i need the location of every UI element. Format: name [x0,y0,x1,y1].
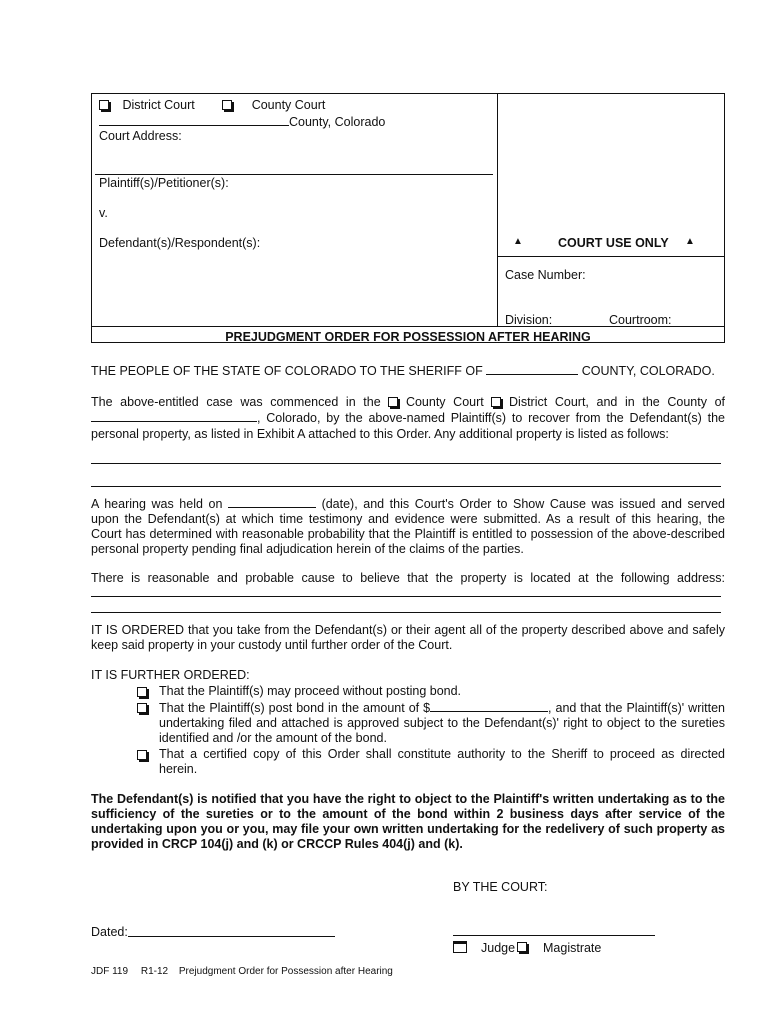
caption-divider [497,93,498,326]
judge-signature-line[interactable] [453,935,655,936]
notice-paragraph [91,792,725,852]
county-colorado-label: County, Colorado [289,115,386,129]
hearing-text-b: (date), and this Court's Order to Show Cause was issued and served [321,497,725,511]
further-ordered-heading: IT IS FURTHER ORDERED: [91,668,250,682]
case-number-label: Case Number: [505,268,586,282]
people-line-end: COUNTY, COLORADO. [581,364,715,378]
notice-line-4: provided in CRCP 104(j) and (k) or CRCCP Rules 404(j) and (k). [91,837,463,851]
court-type-row [99,98,325,112]
judge-label: Judge [481,941,516,955]
option-3-checkbox[interactable] [137,748,147,762]
commenced-county-field[interactable] [91,410,257,422]
magistrate-checkbox[interactable] [517,940,527,954]
address-line-1[interactable] [91,596,721,597]
commenced-line-2 [91,410,725,426]
commenced-county-label: County Court [405,395,484,409]
option-2-line-2: undertaking filed and attached is approved subject to the Defendant(s)' right to object to the sureties [159,716,725,730]
division-label: Division: [505,313,553,327]
county-name-field[interactable] [99,114,289,126]
option-2-line-3: identified and /or the amount of the bond. [159,731,387,745]
page-title: PREJUDGMENT ORDER FOR POSSESSION AFTER HEARING [225,330,591,344]
option-2-text-b: , and that the Plaintiff(s)' written [548,701,725,715]
commenced-line-1 [91,394,725,410]
court-use-only-label: COURT USE ONLY [558,236,669,250]
option-1-checkbox[interactable] [137,685,147,699]
court-address-label: Court Address: [99,129,182,143]
option-3-text [159,747,725,777]
caption-box [91,93,725,343]
dated-field[interactable] [128,936,335,937]
court-use-divider [497,256,725,257]
additional-property-line-2[interactable] [91,486,721,487]
up-arrow-icon: ▲ [685,236,695,247]
option-2-line-1 [159,700,725,716]
notice-line-1: The Defendant(s) is notified that you have the right to object to the Plaintiff's written undertaking as to the [91,792,725,806]
notice-line-3: undertaking upon you or you, may file your own written undertaking for the redelivery of such property as [91,822,725,836]
ordered-line-2: keep said property in your custody until further order of the Court. [91,638,453,652]
notice-line-2: sufficiency of the sureties or to the amount of the bond within 2 business days after service of the [91,807,725,821]
address-line-2[interactable] [91,612,721,613]
courtroom-label: Courtroom: [609,313,672,327]
commenced-text: The above-entitled case was commenced in the [91,395,381,409]
dated-label: Dated: [91,925,128,939]
hearing-line-4: personal property pending final adjudication herein of the claims of the parties. [91,542,524,556]
commenced-district-label: District Court [509,395,586,409]
ordered-line-1: IT IS ORDERED that you take from the Defendant(s) or their agent all of the property described above and safely [91,623,725,637]
district-court-label: District Court [122,98,195,112]
plaintiff-label: Plaintiff(s)/Petitioner(s): [99,176,229,190]
up-arrow-icon: ▲ [513,236,523,247]
commenced-county-checkbox[interactable] [388,397,398,407]
option-2-text-a: That the Plaintiff(s) post bond in the amount of $ [159,701,431,715]
probable-cause-text: There is reasonable and probable cause to believe that the property is located at the following address: [91,571,725,585]
option-1-text: That the Plaintiff(s) may proceed without posting bond. [159,684,462,698]
commenced-line-3: personal property, as listed in Exhibit A attached to this Order. Any additional property is listed as follows: [91,427,669,441]
magistrate-label: Magistrate [543,941,602,955]
hearing-line-1 [91,496,725,512]
ordered-paragraph [91,623,725,653]
option-3-line-2: herein. [159,762,198,776]
hearing-line-3: Court has determined with reasonable probability that the Plaintiff is entitled to possession of the above-described [91,527,725,541]
option-2-checkbox[interactable] [137,701,147,715]
commenced-district-checkbox[interactable] [491,397,501,407]
people-line-start: THE PEOPLE OF THE STATE OF COLORADO TO THE SHERIFF OF [91,364,483,378]
footer-form-id: JDF 119 [91,966,129,977]
versus-label: v. [99,206,108,220]
district-court-checkbox[interactable] [99,100,109,110]
additional-property-line-1[interactable] [91,463,721,464]
bond-amount-field[interactable] [430,700,548,712]
county-court-checkbox[interactable] [222,100,232,110]
commenced-line-2-text: , Colorado, by the above-named Plaintiff(s) to recover from the Defendant(s) the [257,411,725,425]
commenced-paragraph [91,394,725,442]
county-colorado-row [99,114,385,129]
by-the-court-label: BY THE COURT: [453,880,548,894]
hearing-paragraph [91,496,725,557]
footer-revision: R1-12 [140,966,169,977]
option-3-line-1: That a certified copy of this Order shall constitute authority to the Sheriff to proceed as directed [159,747,725,761]
footer-form-title: Prejudgment Order for Possession after Hearing [178,966,393,977]
hearing-line-2: upon the Defendant(s) at which time testimony and evidence were submitted. As a result of this hearing, the [91,512,725,526]
hearing-text-a: A hearing was held on [91,497,223,511]
judge-checkbox[interactable] [453,941,467,955]
people-line [91,363,725,378]
county-court-label: County Court [251,98,326,112]
footer [91,966,393,977]
address-divider [95,174,493,175]
option-2-text [159,700,725,746]
commenced-county-of: , and in the County of [585,395,726,409]
defendant-label: Defendant(s)/Respondent(s): [99,236,261,250]
hearing-date-field[interactable] [228,496,316,508]
sheriff-county-field[interactable] [486,363,578,375]
